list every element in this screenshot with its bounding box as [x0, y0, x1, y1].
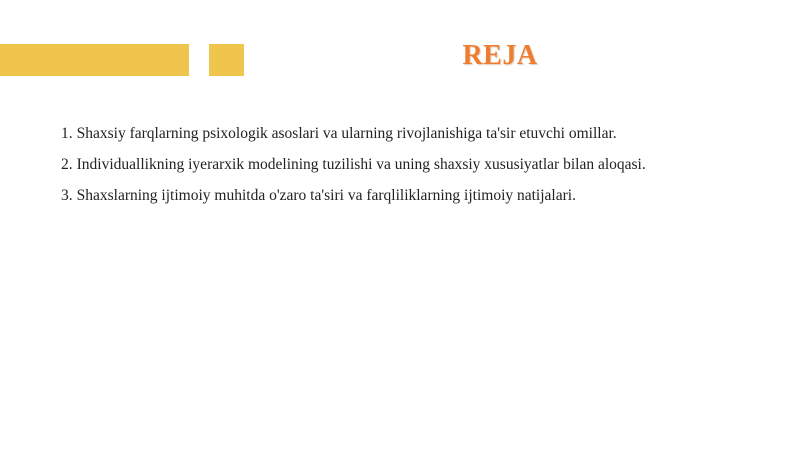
slide-title: REJA [462, 40, 538, 71]
plan-item-text: Individuallikning iyerarxik modelining tuzilishi va uning shaxsiy xususiyatlar bilan aloqasi. [76, 156, 646, 173]
plan-item-3 [61, 186, 781, 206]
plan-item-number: 2. [61, 156, 73, 173]
plan-list [61, 124, 781, 217]
decorative-accent-bar [0, 44, 189, 76]
plan-item-1 [61, 124, 781, 144]
plan-item-number: 3. [61, 187, 73, 204]
plan-item-number: 1. [61, 125, 73, 142]
decorative-accent-block [209, 44, 244, 76]
plan-item-2 [61, 155, 781, 175]
plan-item-text: Shaxsiy farqlarning psixologik asoslari va ularning rivojlanishiga ta'sir etuvchi omillar. [76, 125, 617, 142]
plan-item-text: Shaxslarning ijtimoiy muhitda o'zaro ta'siri va farqliliklarning ijtimoiy natijalari. [76, 187, 576, 204]
